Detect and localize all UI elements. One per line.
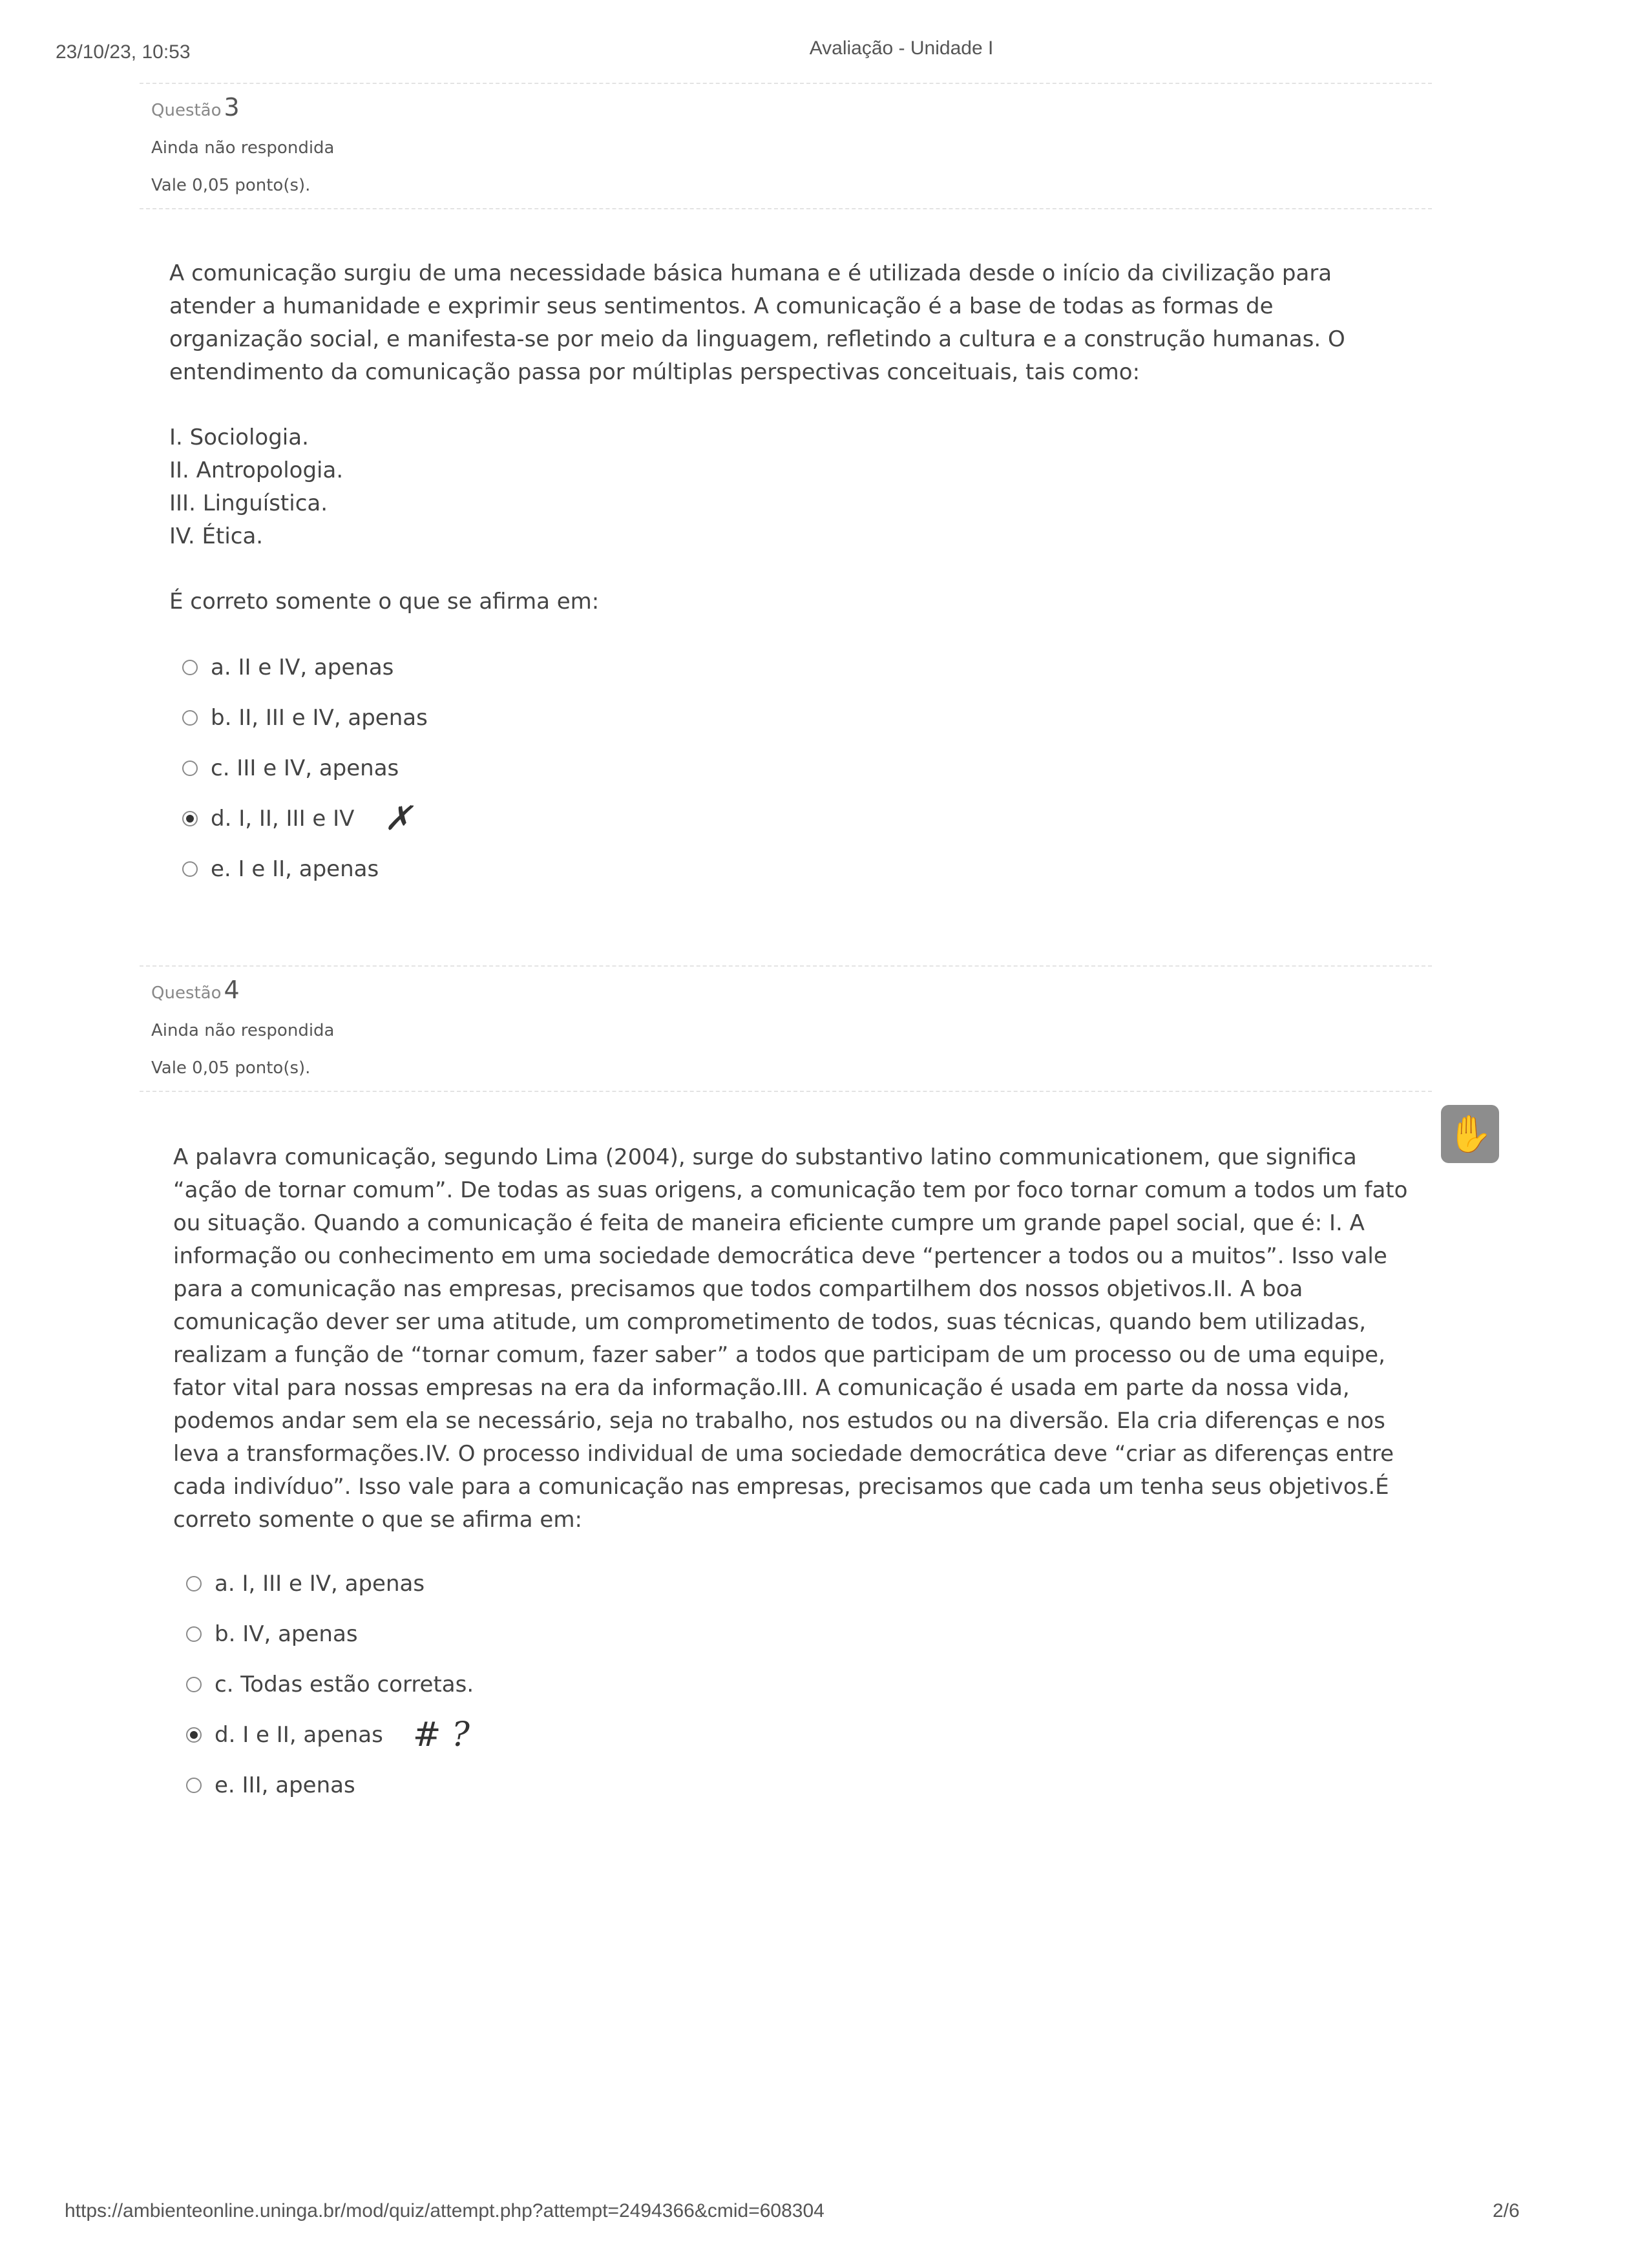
radio-button[interactable] [186, 1778, 202, 1793]
print-title: Avaliação - Unidade I [809, 37, 994, 59]
radio-button-selected[interactable] [182, 811, 198, 826]
question-4-info [140, 965, 1432, 1092]
answer-option-d[interactable] [182, 793, 428, 844]
question-state: Ainda não respondida [151, 138, 335, 158]
question-number: Questão 3 [151, 93, 240, 121]
answer-label: d. I, II, III e IV [211, 806, 355, 832]
radio-button[interactable] [182, 660, 198, 675]
answer-label: a. II e IV, apenas [211, 655, 394, 680]
answer-label: e. III, apenas [215, 1772, 355, 1798]
question-item: II. Antropologia. [169, 457, 344, 483]
question-number: Questão 4 [151, 976, 240, 1004]
radio-button[interactable] [182, 761, 198, 776]
answer-option-b[interactable] [182, 693, 428, 743]
answer-option-b[interactable] [186, 1609, 474, 1659]
radio-button[interactable] [182, 710, 198, 726]
answer-label: b. IV, apenas [215, 1621, 358, 1647]
answer-option-a[interactable] [186, 1559, 474, 1609]
question-items [169, 421, 1410, 553]
question-item: IV. Ética. [169, 523, 264, 549]
handwritten-mark: # ? [412, 1716, 470, 1754]
answer-label: d. I e II, apenas [215, 1722, 383, 1748]
hand-icon: ✋ [1441, 1105, 1499, 1163]
question-3-text [169, 257, 1410, 618]
question-item: III. Linguística. [169, 490, 328, 516]
answer-option-d[interactable] [186, 1710, 474, 1760]
page-url: https://ambienteonline.uninga.br/mod/quiz/attempt.php?attempt=2494366&cmid=608304 [65, 2200, 824, 2221]
answer-option-c[interactable] [186, 1659, 474, 1710]
print-datetime: 23/10/23, 10:53 [56, 41, 191, 63]
radio-button[interactable] [186, 1626, 202, 1642]
answer-option-e[interactable] [182, 844, 428, 894]
answer-label: e. I e II, apenas [211, 856, 379, 882]
answer-label: a. I, III e IV, apenas [215, 1571, 425, 1597]
question-3-answers [182, 642, 428, 894]
answer-label: b. II, III e IV, apenas [211, 705, 428, 731]
question-stem: A comunicação surgiu de uma necessidade básica humana e é utilizada desde o início da civilização para atender a humanidade e exprimir seus sentimentos. A comunicação é a base de todas as formas de organização social, e manifesta-se por meio da linguagem, refletindo a cultura e a construção humanas. O entendimento da comunicação passa por múltiplas perspectivas conceituais, tais como: [169, 260, 1345, 385]
radio-button[interactable] [186, 1576, 202, 1591]
answer-label: c. III e IV, apenas [211, 755, 399, 781]
answer-option-a[interactable] [182, 642, 428, 693]
page-number: 2/6 [1493, 2200, 1520, 2221]
print-header [0, 37, 1649, 70]
question-grade: Vale 0,05 ponto(s). [151, 176, 311, 195]
question-4-answers [186, 1559, 474, 1811]
question-4-text [173, 1141, 1414, 1537]
answer-option-e[interactable] [186, 1760, 474, 1811]
question-stem: A palavra comunicação, segundo Lima (2004), surge do substantivo latino communicationem, que significa “ação de tornar comum”. De todas as suas origens, a comunicação tem por foco tornar comum a todos um fato ou situação. Quando a comunicação é feita de maneira eficiente cumpre um grande papel social, que é: I. A informação ou conhecimento em uma sociedade democrática deve “pertencer a todos ou a muitos”. Isso vale para a comunicação nas empresas, precisamos que todos compartilhem dos nossos objetivos.II. A boa comunicação dever ser uma atitude, um comprometimento de todos, suas técnicas, quando bem utilizadas, realizam a função de “tornar comum, fazer saber” a todos que participam de um processo ou de uma equipe, fator vital para nossas empresas na era da informação.III. A comunicação é usada em parte da nossa vida, podemos andar sem ela se necessário, seja no trabalho, nos estudos ou na diversão. Ela cria diferenças e nos leva a transformações.IV. O processo individual de uma sociedade democrática deve “criar as diferenças entre cada indivíduo”. Isso vale para a comunicação nas empresas, precisamos que cada um tenha seus objetivos.É correto somente o que se afirma em: [173, 1144, 1408, 1533]
radio-button[interactable] [182, 861, 198, 877]
radio-button[interactable] [186, 1677, 202, 1692]
question-3-info [140, 83, 1432, 209]
answer-option-c[interactable] [182, 743, 428, 793]
answer-label: c. Todas estão corretas. [215, 1672, 474, 1697]
radio-button-selected[interactable] [186, 1727, 202, 1743]
question-item: I. Sociologia. [169, 425, 309, 450]
question-state: Ainda não respondida [151, 1021, 335, 1040]
handwritten-mark: ✗ [384, 799, 412, 838]
question-grade: Vale 0,05 ponto(s). [151, 1058, 311, 1078]
question-prompt: É correto somente o que se afirma em: [169, 589, 600, 614]
